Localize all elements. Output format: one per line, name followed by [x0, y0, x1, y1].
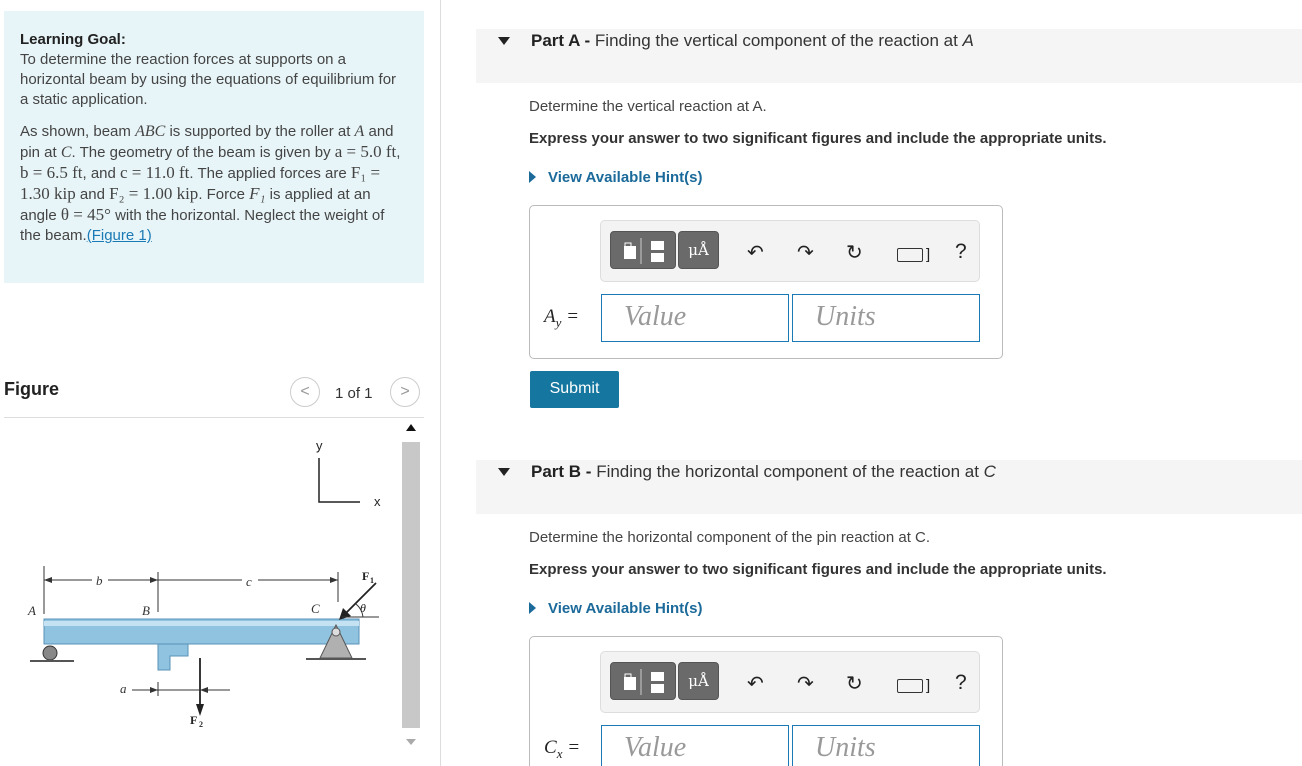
point-b-label: B: [142, 603, 150, 618]
arrowhead-icon: [44, 577, 52, 583]
problem-text: is applied at an angle: [20, 186, 371, 224]
arrowhead-icon: [150, 577, 158, 583]
redo-icon[interactable]: ↷: [797, 242, 814, 264]
part-a-units-input[interactable]: Units: [792, 294, 980, 342]
part-a-instruction: Determine the vertical reaction at A.: [529, 98, 767, 115]
roller-support: [43, 646, 57, 660]
part-b-units-input[interactable]: Units: [792, 725, 980, 766]
part-b-title-text: Finding the horizontal component of the reaction at: [596, 462, 984, 481]
learning-goal-text: To determine the reaction forces at supports on a horizontal beam by using the equations of equilibrium for a static application.: [20, 51, 397, 108]
previous-figure-button[interactable]: <: [290, 377, 320, 407]
scroll-down-icon[interactable]: [406, 739, 416, 745]
part-b-instruction: Determine the horizontal component of the pin reaction at C.: [529, 529, 931, 546]
a-value: a = 5.0 ft: [334, 142, 397, 161]
part-b-math-toolbar: [600, 651, 980, 713]
axes-icon: [319, 458, 360, 502]
reset-icon[interactable]: ↻: [846, 242, 863, 264]
problem-text: and: [75, 186, 110, 203]
help-icon[interactable]: ?: [955, 671, 967, 694]
redo-icon[interactable]: ↷: [797, 673, 814, 695]
pin-icon: [332, 628, 340, 636]
part-b-title-var: C: [983, 462, 996, 481]
part-a-variable: [544, 306, 578, 331]
part-a-header[interactable]: [476, 29, 1302, 83]
bracket-at-b: [158, 644, 188, 670]
problem-text: . The applied forces are: [189, 165, 351, 182]
part-b-header[interactable]: [476, 460, 1302, 514]
part-a-hint-link[interactable]: [529, 169, 703, 186]
force-f2-subscript: 2: [199, 720, 203, 729]
part-a-math-toolbar: [600, 220, 980, 282]
problem-text: As shown, beam: [20, 123, 136, 140]
point-a-label: A: [28, 603, 36, 618]
problem-panel: [0, 0, 441, 766]
arrowhead-icon: [330, 577, 338, 583]
c-value: c = 11.0 ft: [120, 163, 190, 182]
next-figure-button[interactable]: >: [390, 377, 420, 407]
part-a-prefix: Part A -: [531, 31, 595, 50]
beam-highlight: [44, 621, 359, 626]
figure-image: [20, 434, 383, 756]
part-b-hint-label: View Available Hint(s): [548, 600, 703, 617]
part-a-title-var: A: [962, 31, 974, 50]
scroll-up-icon[interactable]: [406, 424, 416, 431]
problem-text: . The geometry of the beam is given by: [71, 144, 335, 161]
force-f1-arrow: [342, 583, 376, 617]
figure-link[interactable]: (Figure 1): [86, 227, 152, 244]
equals-sign: =: [567, 306, 579, 327]
c-dimension-label: c: [246, 574, 252, 589]
theta-label: θ: [360, 601, 366, 615]
b-value: b = 6.5 ft: [20, 163, 83, 182]
f1-value: F₁ = 1.30 kip: [20, 163, 381, 203]
beam-diagram: [20, 434, 383, 756]
help-icon[interactable]: ?: [955, 240, 967, 263]
caret-right-icon: [529, 602, 536, 614]
template-block: [651, 672, 664, 681]
templates-button[interactable]: [610, 662, 676, 700]
part-b-value-input[interactable]: Value: [601, 725, 789, 766]
collapse-arrow-icon[interactable]: [498, 468, 510, 476]
problem-statement: [20, 122, 408, 246]
part-b-answer-box: [529, 636, 1003, 766]
force-f2-label: F: [190, 713, 198, 727]
problem-text: and pin at: [20, 123, 394, 161]
part-b-prefix: Part B -: [531, 462, 597, 481]
arrowhead-icon: [150, 687, 158, 693]
bracket-icon: ]: [926, 677, 931, 694]
var-symbol: A: [544, 306, 556, 327]
collapse-arrow-icon[interactable]: [498, 37, 510, 45]
roller-name: A: [354, 123, 365, 140]
learning-goal-title: Learning Goal:: [20, 31, 126, 48]
templates-button[interactable]: [610, 231, 676, 269]
reset-icon[interactable]: ↻: [846, 673, 863, 695]
part-a-instruction-bold: Express your answer to two significant figures and include the appropriate units.: [529, 130, 1107, 147]
equals-sign: =: [568, 737, 580, 758]
keyboard-icon[interactable]: [897, 248, 923, 262]
learning-goal-box: [4, 11, 424, 283]
undo-icon[interactable]: ↶: [747, 673, 764, 695]
part-b-variable: [544, 737, 579, 762]
scroll-thumb[interactable]: [402, 442, 420, 728]
problem-text: is supported by the roller at: [165, 123, 355, 140]
problem-text: ,: [396, 144, 401, 161]
template-block: [651, 253, 664, 262]
var-subscript: y: [555, 314, 562, 330]
part-a-title: [531, 31, 974, 51]
var-subscript: x: [556, 745, 563, 761]
undo-icon[interactable]: ↶: [747, 242, 764, 264]
part-a-hint-label: View Available Hint(s): [548, 169, 703, 186]
templates-icon: [611, 232, 677, 270]
problem-text: with the horizontal. Neglect the weight of the beam.: [20, 207, 385, 244]
problem-text: . Force: [198, 186, 250, 203]
figure-pager: 1 of 1: [335, 385, 373, 402]
pin-name: C: [60, 144, 72, 161]
units-button[interactable]: μÅ: [678, 662, 719, 700]
part-a-value-input[interactable]: Value: [601, 294, 789, 342]
force-f1-subscript: 1: [370, 576, 374, 585]
template-block: [651, 684, 664, 693]
part-a-answer-box: [529, 205, 1003, 359]
figure-title: Figure: [4, 379, 60, 399]
caret-right-icon: [529, 171, 536, 183]
part-b-hint-link[interactable]: [529, 600, 703, 617]
figure-scrollbar[interactable]: [402, 424, 420, 748]
arrowhead-icon: [200, 687, 208, 693]
f2-value: F₂ = 1.00 kip: [109, 184, 199, 203]
beam-name: ABC: [135, 123, 166, 140]
part-b-title: [531, 462, 996, 482]
theta-value: θ = 45°: [60, 205, 111, 224]
x-axis-label: x: [374, 494, 381, 509]
keyboard-icon[interactable]: [897, 679, 923, 693]
units-button[interactable]: μÅ: [678, 231, 719, 269]
part-a-title-text: Finding the vertical component of the reaction at: [594, 31, 963, 50]
force-f1-label: F: [362, 569, 370, 583]
a-dimension-label: a: [120, 681, 127, 696]
b-dimension-label: b: [96, 573, 103, 588]
point-c-label: C: [311, 601, 320, 616]
f1-symbol: F₁: [249, 184, 266, 203]
templates-icon: [611, 663, 677, 701]
figure-header: [4, 372, 424, 418]
problem-text: , and: [82, 165, 121, 182]
part-b-instruction-bold: Express your answer to two significant figures and include the appropriate units.: [529, 561, 1107, 578]
template-block: [651, 241, 664, 250]
y-axis-label: y: [316, 438, 323, 453]
part-a-submit-button[interactable]: Submit: [530, 371, 619, 408]
bracket-icon: ]: [926, 246, 931, 263]
var-symbol: C: [544, 737, 557, 758]
